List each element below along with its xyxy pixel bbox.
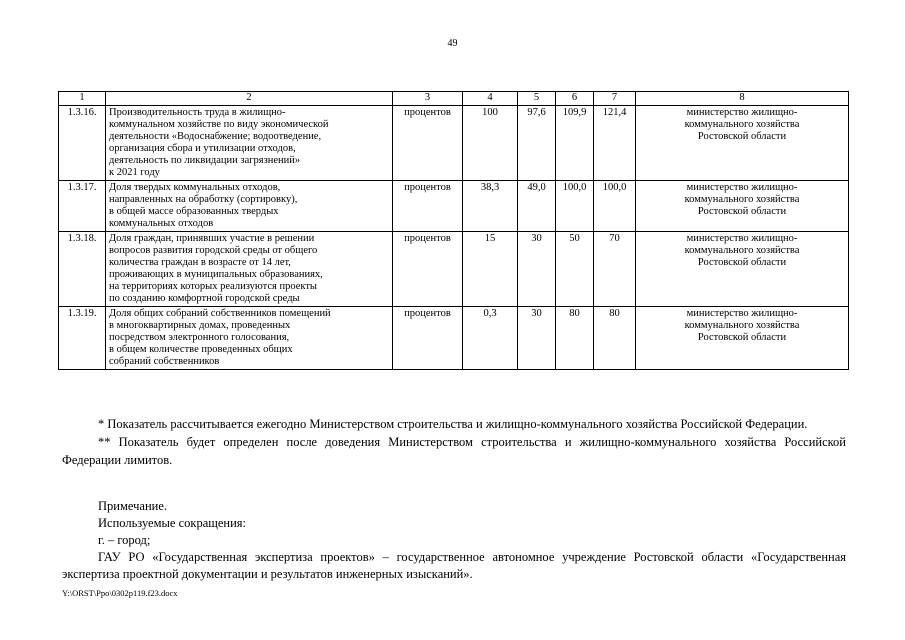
value-col-5: 49,0 (518, 181, 556, 232)
indicator-name-line: вопросов развития городской среды от общего (109, 245, 318, 256)
value-col-4: 38,3 (463, 181, 518, 232)
responsible-line: коммунального хозяйства (684, 119, 800, 130)
responsible-line: Ростовской области (697, 332, 787, 343)
responsible (636, 181, 849, 232)
header-col-2: 2 (106, 92, 393, 106)
value-col-6: 80 (556, 307, 594, 370)
indicator-name-line: к 2021 году (109, 167, 160, 178)
indicator-name-line: на территориях которых реализуются проекты (109, 281, 317, 292)
indicator-name (106, 181, 393, 232)
responsible (636, 106, 849, 181)
responsible (636, 307, 849, 370)
indicator-name (106, 106, 393, 181)
table-row (59, 181, 849, 232)
value-col-4: 0,3 (463, 307, 518, 370)
header-col-1: 1 (59, 92, 106, 106)
responsible-line: коммунального хозяйства (684, 320, 800, 331)
table-header-row (59, 92, 849, 106)
notes-section (62, 498, 846, 583)
indicator-name-line: по созданию комфортной городской среды (109, 293, 300, 304)
indicator-name-line: количества граждан в возрасте от 14 лет, (109, 257, 291, 268)
responsible-line: министерство жилищно- (686, 233, 798, 244)
value-col-5: 30 (518, 232, 556, 307)
indicator-name-line: в общем количестве проведенных общих (109, 344, 293, 355)
value-col-6: 50 (556, 232, 594, 307)
footnotes (62, 415, 846, 469)
table-row (59, 106, 849, 181)
footnote-2: ** Показатель будет определен после доведения Министерством строительства и жилищно-коммунального хозяйства Российской Федерации лимитов. (62, 435, 846, 467)
indicator-name-line: деятельность по ликвидации загрязнений» (109, 155, 301, 166)
value-col-7: 80 (594, 307, 636, 370)
value-col-4: 100 (463, 106, 518, 181)
table-row (59, 232, 849, 307)
value-col-6: 109,9 (556, 106, 594, 181)
indicator-name-line: Доля твердых коммунальных отходов, (109, 182, 281, 193)
indicator-name-line: Доля общих собраний собственников помещений (109, 308, 331, 319)
header-col-8: 8 (636, 92, 849, 106)
indicator-name-line: посредством электронного голосования, (109, 332, 290, 343)
indicator-name-line: деятельности «Водоснабжение; водоотведение, (109, 131, 322, 142)
unit: процентов (393, 106, 463, 181)
indicator-name-line: проживающих в муниципальных образованиях, (109, 269, 323, 280)
responsible-line: Ростовской области (697, 206, 787, 217)
row-number: 1.3.19. (59, 307, 106, 370)
unit: процентов (393, 181, 463, 232)
indicator-name-line: в общей массе образованных твердых (109, 206, 279, 217)
responsible-line: министерство жилищно- (686, 308, 798, 319)
row-number: 1.3.16. (59, 106, 106, 181)
table-row (59, 307, 849, 370)
row-number: 1.3.17. (59, 181, 106, 232)
unit: процентов (393, 307, 463, 370)
indicator-name (106, 232, 393, 307)
value-col-4: 15 (463, 232, 518, 307)
indicators-table (58, 91, 849, 370)
responsible-line: министерство жилищно- (686, 107, 798, 118)
page-number: 49 (447, 38, 458, 49)
abbr-city: г. – город; (98, 533, 151, 547)
value-col-7: 70 (594, 232, 636, 307)
indicator-name-line: Доля граждан, принявших участие в решении (109, 233, 315, 244)
responsible-line: Ростовской области (697, 131, 787, 142)
responsible (636, 232, 849, 307)
indicator-name (106, 307, 393, 370)
value-col-5: 97,6 (518, 106, 556, 181)
header-col-6: 6 (556, 92, 594, 106)
value-col-6: 100,0 (556, 181, 594, 232)
value-col-7: 121,4 (594, 106, 636, 181)
value-col-5: 30 (518, 307, 556, 370)
notes-subtitle: Используемые сокращения: (98, 516, 247, 530)
file-path: Y:\ORST\Ppo\0302p119.f23.docx (62, 588, 178, 598)
responsible-line: коммунального хозяйства (684, 245, 800, 256)
value-col-7: 100,0 (594, 181, 636, 232)
indicator-name-line: коммунальном хозяйстве по виду экономической (109, 119, 329, 130)
footnote-1: * Показатель рассчитывается ежегодно Министерством строительства и жилищно-коммунального хозяйства Российской Федерации. (98, 417, 808, 431)
indicator-name-line: коммунальных отходов (109, 218, 214, 229)
responsible-line: министерство жилищно- (686, 182, 798, 193)
responsible-line: коммунального хозяйства (684, 194, 800, 205)
unit: процентов (393, 232, 463, 307)
header-col-4: 4 (463, 92, 518, 106)
indicator-name-line: собраний собственников (109, 356, 220, 367)
header-col-7: 7 (594, 92, 636, 106)
header-col-3: 3 (393, 92, 463, 106)
header-col-5: 5 (518, 92, 556, 106)
abbr-gau: ГАУ РО «Государственная экспертиза проектов» – государственное автономное учреждение Ростовской области «Государственная экспертиза проектной документации и результатов инженерных изысканий». (62, 550, 846, 581)
indicator-name-line: направленных на обработку (сортировку), (109, 194, 298, 205)
indicator-name-line: организация сбора и утилизации отходов, (109, 143, 296, 154)
notes-title: Примечание. (98, 499, 168, 513)
indicator-name-line: Производительность труда в жилищно- (109, 107, 286, 118)
responsible-line: Ростовской области (697, 257, 787, 268)
indicator-name-line: в многоквартирных домах, проведенных (109, 320, 291, 331)
row-number: 1.3.18. (59, 232, 106, 307)
